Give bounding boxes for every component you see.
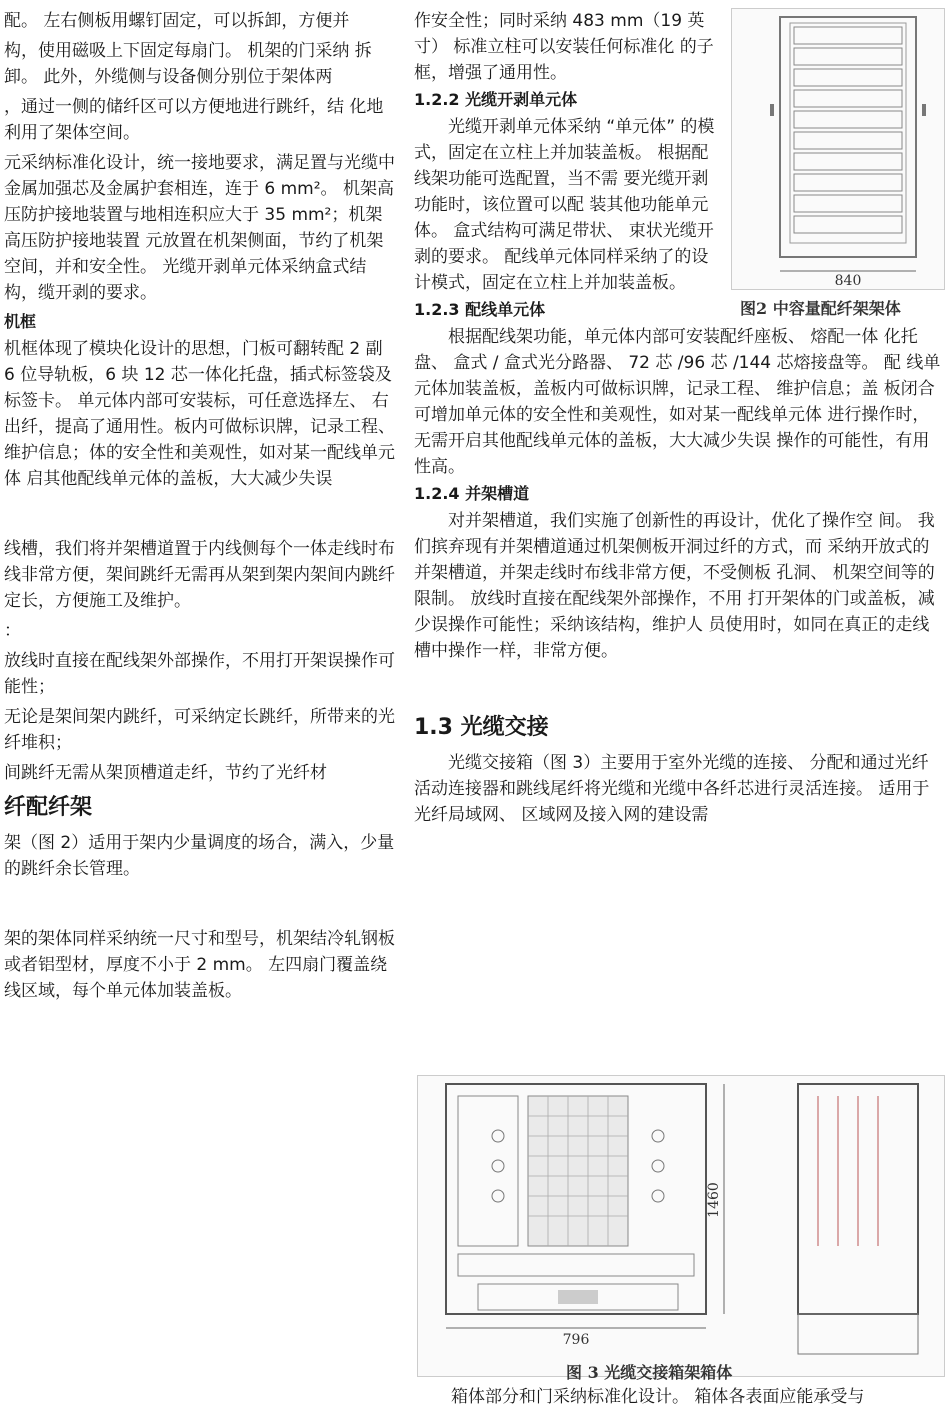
figure-2-shelf xyxy=(794,111,902,128)
figure-2-shelf xyxy=(794,48,902,65)
right-paragraph: 作安全性；同时采纳 483 mm（19 英寸） 标准立柱可以安装任何标准化 的子框，增强了通用性。 xyxy=(414,11,714,83)
left-paragraph: ： xyxy=(4,621,21,641)
figure-2-shelf xyxy=(794,216,902,233)
left-paragraph: 构，使用磁吸上下固定每扇门。 机架的门采纳 拆卸。 此外，外缆侧与设备侧分别位于架体两 xyxy=(4,41,372,87)
left-paragraph: 间跳纤无需从架顶槽道走纤，节约了光纤材 xyxy=(4,763,327,783)
figure-2-shelf xyxy=(794,153,902,170)
right-heading: 1.2.3 配线单元体 xyxy=(414,300,546,319)
left-paragraph: 放线时直接在配线架外部操作，不用打开架误操作可能性； xyxy=(4,651,395,697)
figure-3 xyxy=(417,1075,945,1377)
left-column xyxy=(4,8,396,1008)
figure-2-shelf xyxy=(794,195,902,212)
left-heading: 机框 xyxy=(4,312,37,331)
left-paragraph: 元采纳标准化设计，统一接地要求，满足置与光缆中金属加强芯及金属护套相连，连于 6 mm²。 机架高压防护接地装置与地相连积应大于 35 mm²；机架高压防护接地装置 元放置在机架侧面，节约了机架空间，并和安全性。 光缆开剥单元体采纳盒式结构，缆开剥的要求。 xyxy=(4,153,395,303)
left-spacer xyxy=(4,496,396,536)
right-heading: 1.2.4 并架槽道 xyxy=(414,484,530,503)
left-spacer xyxy=(4,886,396,926)
figure-2 xyxy=(731,8,945,290)
figure-2-shelf xyxy=(794,174,902,191)
left-paragraph: 架（图 2）适用于架内少量调度的场合，满入，少量的跳纤余长管理。 xyxy=(4,833,395,879)
figure-2-width-label: 840 xyxy=(834,273,862,289)
figure-2-caption: 图2 中容量配纤架架体 xyxy=(740,299,901,318)
figure-2-drawing xyxy=(732,9,944,289)
bottom-right-paragraph: 箱体部分和门采纳标准化设计。 箱体各表面应能承受与 xyxy=(451,1387,865,1407)
left-paragraph: 机框体现了模块化设计的思想，门板可翻转配 2 副 6 位导轨板，6 块 12 芯一体化托盘，插式标签袋及标签卡。 单元体内部可安装标，可任意选择左、 右出纤，提高了通用性。板内可做标识牌，记录工程、 维护信息；体的安全性和美观性，如对某一配线单元体 启其他配线单元体的盖板，大大减少失误 xyxy=(4,339,395,489)
figure-2-shelves xyxy=(794,27,902,233)
figure-3-width-label: 796 xyxy=(562,1332,590,1348)
figure-2-shelf xyxy=(794,69,902,86)
right-paragraph: 光缆开剥单元体采纳 “单元体” 的模式，固定在立柱上并加装盖板。 根据配线架功能可选配置，当不需 要光缆开剥功能时，该位置可以配 装其他功能单元体。 盒式结构可满足带状、 束状光缆开剥的要求。 配线单元体同样采纳了的设计模式，固定在立柱上并加装盖板。 xyxy=(414,117,715,293)
left-paragraph: 架的架体同样采纳统一尺寸和型号，机架结冷轧钢板或者铝型材，厚度不小于 2 mm。 左四扇门覆盖绕线区域，每个单元体加装盖板。 xyxy=(4,929,395,1001)
right-spacer xyxy=(414,666,944,706)
right-heading: 1.2.2 光缆开剥单元体 xyxy=(414,90,578,109)
left-paragraph: 线槽，我们将并架槽道置于内线侧每个一体走线时布线非常方便，架间跳纤无需再从架到架内架间内跳纤定长，方便施工及维护。 xyxy=(4,539,395,611)
right-paragraph: 对并架槽道，我们实施了创新性的再设计，优化了操作空 间。 我们摈弃现有并架槽道通过机架侧板开洞过纤的方式，而 采纳开放式的并架槽道，并架走线时布线非常方便，不受侧板 孔洞、 机架空间等的限制。 放线时直接在配线架外部操作，不用 打开架体的门或盖板，减少误操作可能性；采纳该结构，维护人 员使用时，如同在真正的走线槽中操作一样，非常方便。 xyxy=(414,511,935,661)
figure-3-height-label: 1460 xyxy=(706,1182,722,1218)
right-paragraph: 光缆交接箱（图 3）主要用于室外光缆的连接、 分配和通过光纤活动连接器和跳线尾纤将光缆和光缆中各纤芯进行灵活连接。 适用于光纤局域网、 区域网及接入网的建设需 xyxy=(414,753,930,825)
right-heading: 1.3 光缆交接 xyxy=(414,715,549,740)
left-heading: 纤配纤架 xyxy=(4,795,93,820)
figure-2-shelf xyxy=(794,27,902,44)
figure-3-drawing xyxy=(418,1076,944,1376)
right-paragraph: 根据配线架功能，单元体内部可安装配纤座板、 熔配一体 化托盘、 盒式 / 盒式光分路器、 72 芯 /96 芯 /144 芯熔接盘等。 配 线单元体加装盖板，盖板内可做标识牌，记录工程、 维护信息；盖 板闭合可增加单元体的安全性和美观性，如对某一配线单元体 进行操作时，无需开启其他配线单元体的盖板，大大减少失误 操作的可能性，有用性高。 xyxy=(414,327,941,477)
left-paragraph: 无论是架间架内跳纤，可采纳定长跳纤，所带来的光纤堆积； xyxy=(4,707,395,753)
left-paragraph: ，通过一侧的储纤区可以方便地进行跳纤，结 化地利用了架体空间。 xyxy=(4,97,384,143)
left-paragraph: 配。 左右侧板用螺钉固定，可以拆卸，方便并 xyxy=(4,11,350,31)
figure-2-shelf xyxy=(794,90,902,107)
figure-2-shelf xyxy=(794,132,902,149)
figure-3-caption: 图 3 光缆交接箱架箱体 xyxy=(566,1363,733,1382)
